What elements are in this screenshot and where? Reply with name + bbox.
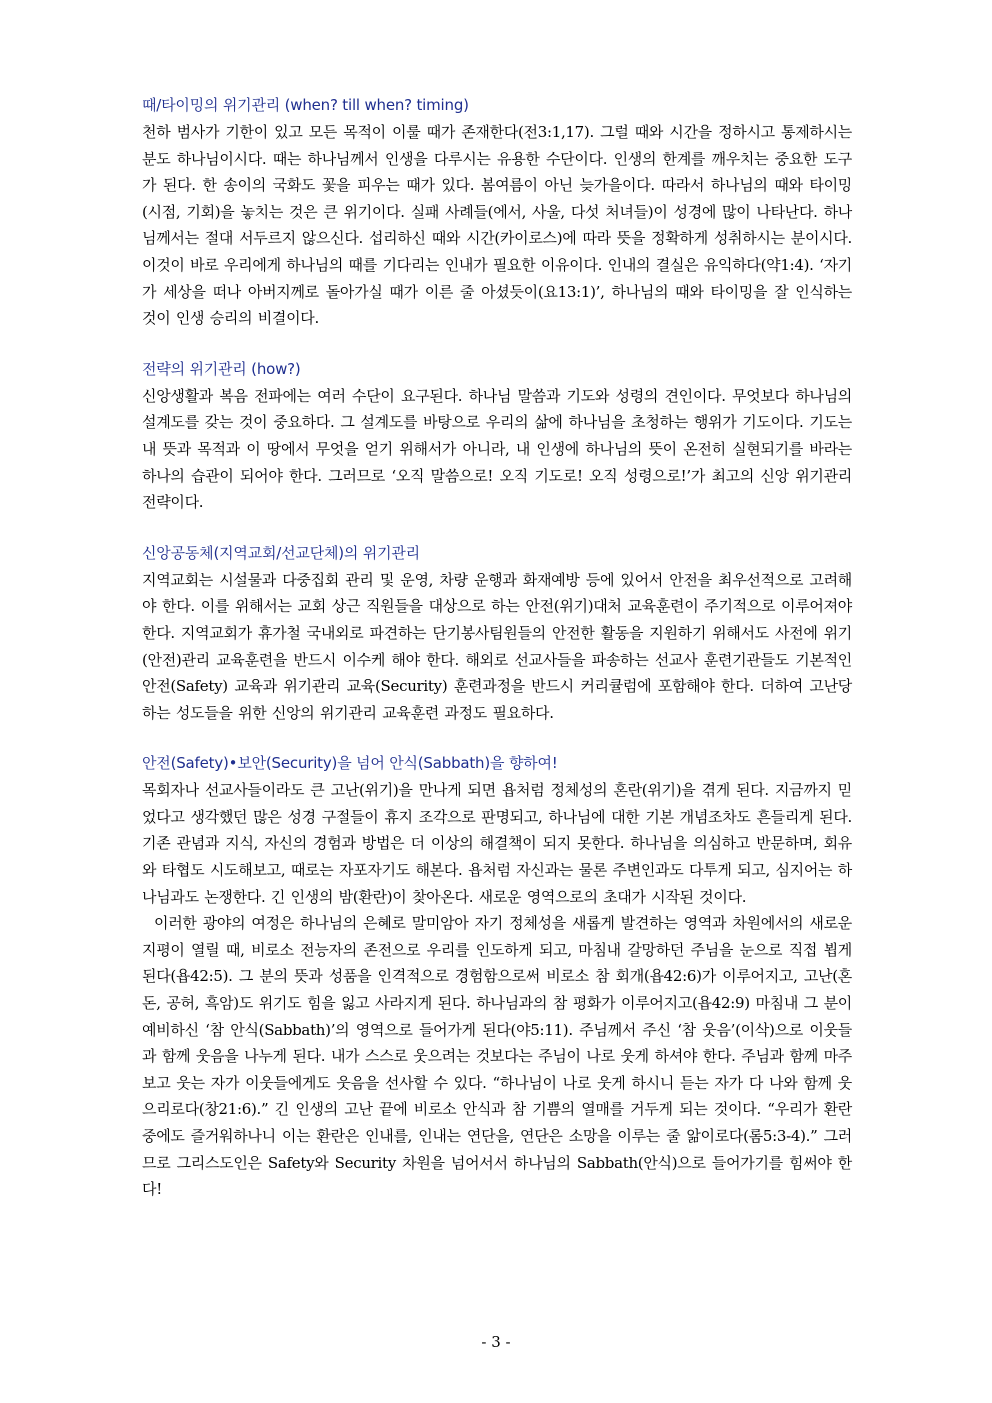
section-sabbath — [142, 750, 852, 1203]
section-community — [142, 540, 852, 727]
section-strategy — [142, 356, 852, 516]
page-number: - 3 - — [481, 1333, 511, 1351]
document-body — [142, 92, 852, 1227]
section-heading-strategy: 전략의 위기관리 (how?) — [142, 359, 301, 378]
section-heading-timing: 때/타이밍의 위기관리 (when? till when? timing) — [142, 96, 469, 114]
section-heading-sabbath: 안전(Safety)•보안(Security)을 넘어 안식(Sabbath)을 향하여! — [142, 754, 558, 773]
paragraph-community: 지역교회는 시설물과 다중집회 관리 및 운영, 차량 운행과 화재예방 등에 있어서 안전을 최우선적으로 고려해야 한다. 이를 위해서는 교회 상근 직원들을 대상으로 하는 안전(위기)대처 교육훈련이 주기적으로 이루어져야 한다. 지역교회가 휴가철 국내외로 파견하는 단기봉사팀원들의 안전한 활동을 지원하기 위해서도 사전에 위기(안전)관리 교육훈련을 반드시 이수케 해야 한다. 해외로 선교사들을 파송하는 선교사 훈련기관들도 기본적인 안전(Safety) 교육과 위기관리 교육(Security) 훈련과정을 반드시 커리큘럼에 포함해야 한다. 더하여 고난당하는 성도들을 위한 신앙의 위기관리 교육훈련 과정도 필요하다. — [142, 570, 852, 722]
paragraph-sabbath-2: 이러한 광야의 여정은 하나님의 은혜로 말미암아 자기 정체성을 새롭게 발견하는 영역과 차원에서의 새로운 지평이 열릴 때, 비로소 전능자의 존전으로 우리를 인도하게 되고, 마침내 갈망하던 주님을 눈으로 직접 뵙게 된다(욥42:5). 그 분의 뜻과 성품을 인격적으로 경험함으로써 비로소 참 회개(욥42:6)가 이루어지고, 고난(혼돈, 공허, 흑암)도 위기도 힘을 잃고 사라지게 된다. 하나님과의 참 평화가 이루어지고(욥42:9) 마침내 그 분이 예비하신 ‘참 안식(Sabbath)’의 영역으로 들어가게 된다(야5:11). 주님께서 주신 ‘참 웃음’(이삭)으로 이웃들과 함께 웃음을 나누게 된다. 내가 스스로 웃으려는 것보다는 주님이 나로 웃게 하셔야 한다. 주님과 함께 마주보고 웃는 자가 이웃들에게도 웃음을 선사할 수 있다. “하나님이 나로 웃게 하시니 듣는 자가 다 나와 함께 웃으리로다(창21:6).” 긴 인생의 고난 끝에 비로소 안식과 참 기쁨의 열매를 거두게 되는 것이다. “우리가 환란 중에도 즐거워하나니 이는 환란은 인내를, 인내는 연단을, 연단은 소망을 이루는 줄 앎이로다(롬5:3-4).” 그러므로 그리스도인은 Safety와 Security 차원을 넘어서서 하나님의 Sabbath(안식)으로 들어가기를 힘써야 한다! — [142, 914, 852, 1199]
paragraph-strategy: 신앙생활과 복음 전파에는 여러 수단이 요구된다. 하나님 말씀과 기도와 성령의 견인이다. 무엇보다 하나님의 설계도를 갖는 것이 중요하다. 그 설계도를 바탕으로 우리의 삶에 하나님을 초청하는 행위가 기도이다. 기도는 내 뜻과 목적과 이 땅에서 무엇을 얻기 위해서가 아니라, 내 인생에 하나님의 뜻이 온전히 실현되기를 바라는 하나의 습관이 되어야 한다. 그러므로 ‘오직 말씀으로! 오직 기도로! 오직 성령으로!’가 최고의 신앙 위기관리 전략이다. — [142, 386, 852, 512]
paragraph-sabbath-1: 목회자나 선교사들이라도 큰 고난(위기)을 만나게 되면 욥처럼 정체성의 혼란(위기)을 겪게 된다. 지금까지 믿었다고 생각했던 많은 성경 구절들이 휴지 조각으로 판명되고, 하나님에 대한 기본 개념조차도 흔들리게 된다. 기존 관념과 지식, 자신의 경험과 방법은 더 이상의 해결책이 되지 못한다. 하나님을 의심하고 반문하며, 회유와 타협도 시도해보고, 때로는 자포자기도 해본다. 욥처럼 자신과는 물론 주변인과도 다투게 되고, 심지어는 하나님과도 논쟁한다. 긴 인생의 밤(환란)이 찾아온다. 새로운 영역으로의 초대가 시작된 것이다. — [142, 781, 852, 906]
section-timing — [142, 92, 852, 332]
paragraph-timing: 천하 범사가 기한이 있고 모든 목적이 이룰 때가 존재한다(전3:1,17). 그럴 때와 시간을 정하시고 통제하시는 분도 하나님이시다. 때는 하나님께서 인생을 다루시는 유용한 수단이다. 인생의 한계를 깨우치는 중요한 도구가 된다. 한 송이의 국화도 꽃을 피우는 때가 있다. 봄여름이 아닌 늦가을이다. 따라서 하나님의 때와 타이밍(시점, 기회)을 놓치는 것은 큰 위기이다. 실패 사례들(에서, 사울, 다섯 처녀들)이 성경에 많이 나타난다. 하나님께서는 절대 서두르지 않으신다. 섭리하신 때와 시간(카이로스)에 따라 뜻을 정확하게 성취하시는 분이시다. 이것이 바로 우리에게 하나님의 때를 기다리는 인내가 필요한 이유이다. 인내의 결실은 유익하다(약1:4). ‘자기가 세상을 떠나 아버지께로 돌아가실 때가 이른 줄 아셨듯이(요13:1)’, 하나님의 때와 타이밍을 잘 인식하는 것이 인생 승리의 비결이다. — [142, 123, 852, 328]
section-heading-community: 신앙공동체(지역교회/선교단체)의 위기관리 — [142, 543, 420, 562]
